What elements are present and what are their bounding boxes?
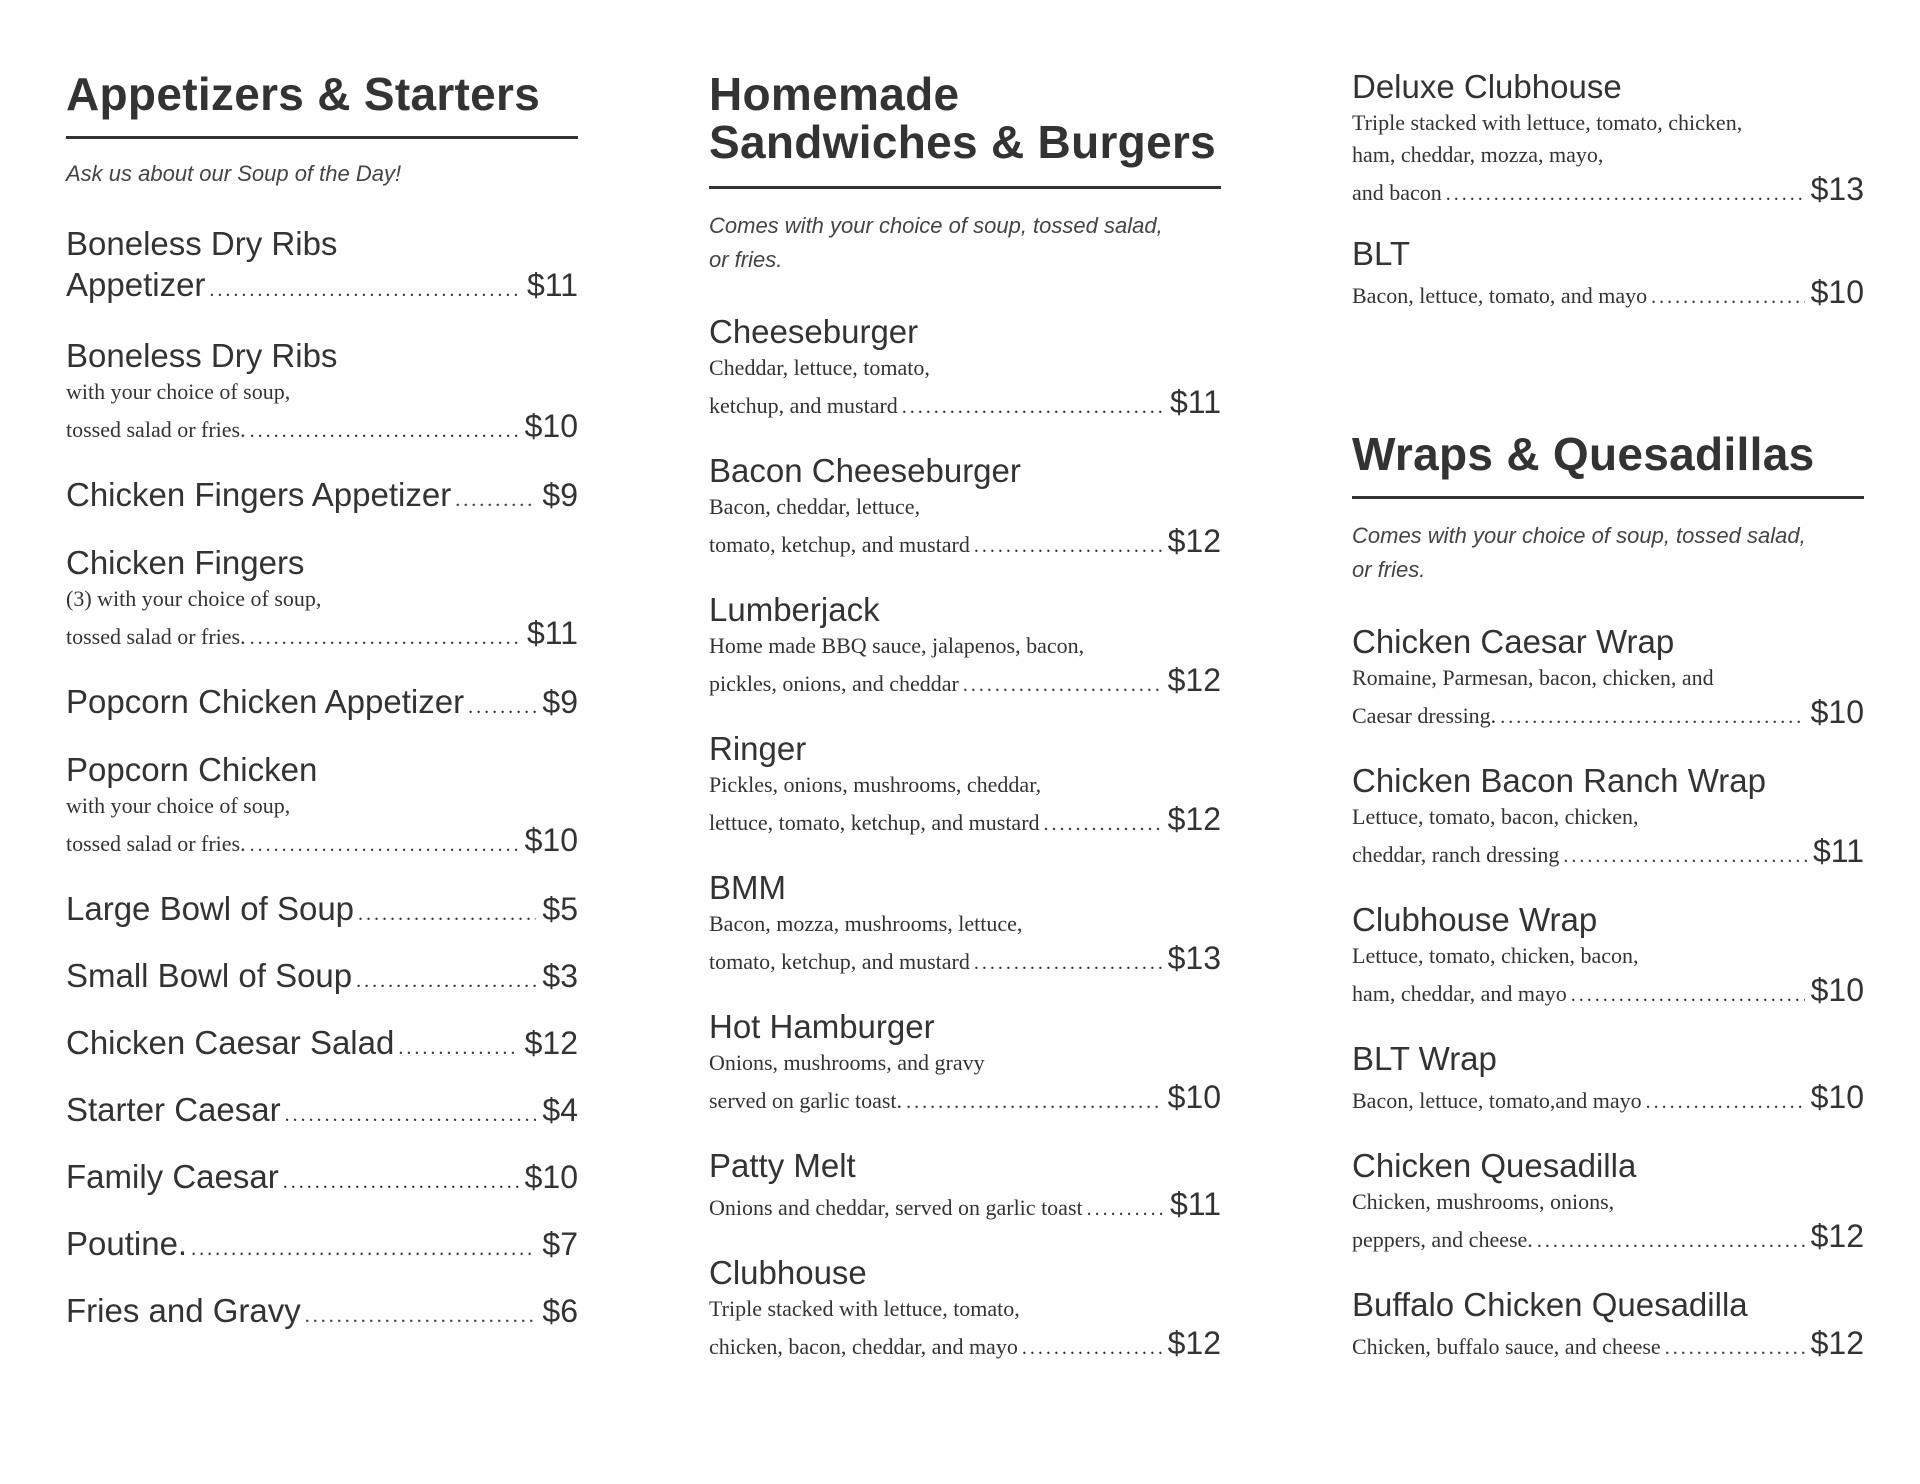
dot-leader — [285, 1104, 537, 1127]
item-desc: Triple stacked with lettuce, tomato, chicken, — [1352, 110, 1743, 135]
item-desc: tossed salad or fries. — [66, 417, 246, 442]
item-price: $9 — [542, 477, 578, 513]
item-name: Boneless Dry Ribs — [66, 337, 338, 374]
item-price: $10 — [524, 822, 578, 858]
item-name: Cheeseburger — [709, 313, 919, 350]
item-desc: Caesar dressing. — [1352, 703, 1497, 728]
item-desc: ketchup, and mustard — [709, 393, 898, 418]
wraps-note-line2: or fries. — [1352, 557, 1426, 582]
item-line — [66, 615, 578, 653]
item-desc: ham, cheddar, and mayo — [1352, 981, 1567, 1006]
sandwiches-note-line2: or fries. — [709, 247, 783, 272]
item-desc: with your choice of soup, — [66, 379, 291, 404]
menu-item — [66, 476, 578, 514]
menu-item — [1352, 233, 1864, 312]
menu-item — [66, 1158, 578, 1196]
menu-item — [66, 1292, 578, 1330]
item-desc: Pickles, onions, mushrooms, cheddar, — [709, 772, 1042, 797]
menu-item — [709, 1145, 1221, 1224]
item-desc: Bacon, lettuce, tomato,and mayo — [1352, 1088, 1642, 1113]
item-desc: tomato, ketchup, and mustard — [709, 949, 970, 974]
menu-item — [66, 542, 578, 653]
dot-leader — [1022, 1337, 1162, 1360]
dot-leader — [974, 952, 1162, 975]
dot-leader — [1651, 286, 1805, 309]
item-name: Popcorn Chicken Appetizer — [66, 683, 465, 720]
menu-item — [66, 335, 578, 446]
item-price: $11 — [1812, 833, 1864, 869]
menu-item — [66, 890, 578, 928]
item-line — [66, 1024, 578, 1062]
dot-leader — [455, 489, 536, 512]
item-price: $12 — [1167, 662, 1221, 698]
item-line — [709, 384, 1221, 422]
item-line — [66, 1158, 578, 1196]
menu-item — [1352, 66, 1864, 209]
item-name: Bacon Cheeseburger — [709, 452, 1021, 489]
item-name: Chicken Quesadilla — [1352, 1147, 1637, 1184]
menu-item — [709, 728, 1221, 839]
item-line — [1352, 972, 1864, 1010]
sandwiches-column — [709, 70, 1221, 1363]
menu-item — [709, 311, 1221, 422]
item-line — [66, 264, 578, 305]
dot-leader — [356, 970, 536, 993]
menu-item — [66, 1225, 578, 1263]
dot-leader — [305, 1305, 537, 1328]
item-line — [709, 1079, 1221, 1117]
menu-item — [709, 450, 1221, 561]
item-price: $12 — [1167, 1325, 1221, 1361]
item-line — [1352, 1218, 1864, 1256]
item-line — [709, 662, 1221, 700]
item-name: Lumberjack — [709, 591, 880, 628]
item-name: BMM — [709, 869, 786, 906]
item-line — [66, 1225, 578, 1263]
item-price: $12 — [1167, 801, 1221, 837]
item-line — [1352, 833, 1864, 871]
item-desc: Lettuce, tomato, chicken, bacon, — [1352, 943, 1639, 968]
item-desc: Lettuce, tomato, bacon, chicken, — [1352, 804, 1639, 829]
item-line — [66, 476, 578, 514]
item-price: $10 — [1810, 972, 1864, 1008]
wraps-note-line1: Comes with your choice of soup, tossed salad, — [1352, 523, 1806, 548]
item-desc: ham, cheddar, mozza, mayo, — [1352, 142, 1604, 167]
sandwiches-note — [709, 209, 1221, 277]
item-desc: tomato, ketchup, and mustard — [709, 532, 970, 557]
item-price: $10 — [524, 408, 578, 444]
item-price: $12 — [1810, 1325, 1864, 1361]
item-line — [66, 957, 578, 995]
dot-leader — [283, 1171, 519, 1194]
item-line — [66, 408, 578, 446]
item-name: Chicken Caesar Salad — [66, 1024, 395, 1061]
item-line — [709, 523, 1221, 561]
dot-leader — [902, 396, 1164, 419]
item-name: Chicken Fingers — [66, 544, 305, 581]
menu-item — [709, 867, 1221, 978]
item-price: $13 — [1167, 940, 1221, 976]
menu-item — [1352, 760, 1864, 871]
item-line — [66, 1292, 578, 1330]
menu-item — [709, 589, 1221, 700]
dot-leader — [1571, 984, 1805, 1007]
item-name: Fries and Gravy — [66, 1292, 301, 1329]
item-desc: Chicken, buffalo sauce, and cheese — [1352, 1334, 1661, 1359]
item-desc: Romaine, Parmesan, bacon, chicken, and — [1352, 665, 1714, 690]
dot-leader — [250, 627, 521, 650]
dot-leader — [1537, 1230, 1805, 1253]
menu-item — [709, 1006, 1221, 1117]
item-line — [66, 1091, 578, 1129]
item-name: Ringer — [709, 730, 807, 767]
wraps-column — [1352, 66, 1864, 1363]
item-name: Chicken Fingers Appetizer — [66, 476, 452, 513]
dot-leader — [1500, 706, 1804, 729]
menu-item — [66, 1091, 578, 1129]
item-line — [66, 890, 578, 928]
item-desc: Chicken, mushrooms, onions, — [1352, 1189, 1615, 1214]
menu-item — [66, 957, 578, 995]
item-desc: Triple stacked with lettuce, tomato, — [709, 1296, 1020, 1321]
menu-item — [1352, 621, 1864, 732]
item-price: $12 — [1810, 1218, 1864, 1254]
item-price: $7 — [542, 1226, 578, 1262]
item-name: Boneless Dry Ribs — [66, 225, 338, 262]
item-desc: and bacon — [1352, 180, 1442, 205]
item-price: $11 — [1169, 384, 1221, 420]
item-line — [1352, 1079, 1864, 1117]
item-name: Hot Hamburger — [709, 1008, 935, 1045]
item-desc: cheddar, ranch dressing — [1352, 842, 1560, 867]
item-name: Family Caesar — [66, 1158, 279, 1195]
dot-leader — [358, 903, 536, 926]
item-line — [709, 1325, 1221, 1363]
item-desc: peppers, and cheese. — [1352, 1227, 1533, 1252]
item-line — [1352, 274, 1864, 312]
dot-leader — [1087, 1198, 1164, 1221]
item-name-cont: Appetizer — [66, 266, 206, 303]
dot-leader — [1646, 1091, 1805, 1114]
item-name: Poutine. — [66, 1225, 188, 1262]
item-price: $10 — [1810, 274, 1864, 310]
item-price: $11 — [1169, 1186, 1221, 1222]
menu-item — [66, 1024, 578, 1062]
dot-leader — [250, 834, 519, 857]
dot-leader — [974, 535, 1162, 558]
menu-item — [1352, 1038, 1864, 1117]
sandwiches-title-line1: Homemade — [709, 68, 960, 120]
sandwiches-divider — [709, 186, 1221, 189]
menu-item — [66, 683, 578, 721]
item-name: BLT — [1352, 235, 1411, 272]
item-desc: lettuce, tomato, ketchup, and mustard — [709, 810, 1040, 835]
item-price: $9 — [542, 684, 578, 720]
dot-leader — [398, 1037, 518, 1060]
menu-item — [1352, 899, 1864, 1010]
item-desc: Bacon, cheddar, lettuce, — [709, 494, 921, 519]
item-line — [1352, 171, 1864, 209]
item-name: Buffalo Chicken Quesadilla — [1352, 1286, 1748, 1323]
dot-leader — [963, 674, 1162, 697]
dot-leader — [250, 420, 519, 443]
item-name: Chicken Caesar Wrap — [1352, 623, 1675, 660]
item-price: $6 — [542, 1293, 578, 1329]
item-name: Clubhouse Wrap — [1352, 901, 1598, 938]
dot-leader — [191, 1238, 536, 1261]
menu-item — [66, 749, 578, 860]
item-price: $13 — [1810, 171, 1864, 207]
wraps-note — [1352, 519, 1864, 587]
item-price: $12 — [1167, 523, 1221, 559]
item-price: $5 — [542, 891, 578, 927]
item-price: $10 — [1810, 694, 1864, 730]
menu-item — [66, 223, 578, 305]
appetizers-note: Ask us about our Soup of the Day! — [66, 161, 402, 186]
dot-leader — [1665, 1337, 1805, 1360]
item-desc: Cheddar, lettuce, tomato, — [709, 355, 930, 380]
item-desc: with your choice of soup, — [66, 793, 291, 818]
item-name: Starter Caesar — [66, 1091, 281, 1128]
item-price: $11 — [526, 267, 578, 303]
item-line — [709, 1186, 1221, 1224]
item-line — [709, 940, 1221, 978]
item-price: $3 — [542, 958, 578, 994]
item-line — [1352, 1325, 1864, 1363]
item-desc: (3) with your choice of soup, — [66, 586, 322, 611]
appetizers-divider — [66, 136, 578, 139]
item-name: Deluxe Clubhouse — [1352, 68, 1622, 105]
item-desc: tossed salad or fries. — [66, 624, 246, 649]
item-desc: tossed salad or fries. — [66, 831, 246, 856]
item-desc: Onions, mushrooms, and gravy — [709, 1050, 985, 1075]
item-price: $11 — [526, 615, 578, 651]
dot-leader — [1446, 183, 1805, 206]
item-line — [66, 683, 578, 721]
item-price: $10 — [524, 1159, 578, 1195]
wraps-divider — [1352, 496, 1864, 499]
appetizers-title: Appetizers & Starters — [66, 68, 541, 120]
dot-leader — [1563, 845, 1807, 868]
sandwiches-title — [709, 70, 1221, 166]
item-name: Patty Melt — [709, 1147, 856, 1184]
menu-item — [1352, 1284, 1864, 1363]
item-line — [66, 822, 578, 860]
item-price: $4 — [542, 1092, 578, 1128]
menu-item — [1352, 1145, 1864, 1256]
dot-leader — [1044, 813, 1162, 836]
item-desc: Bacon, mozza, mushrooms, lettuce, — [709, 911, 1023, 936]
item-name: Chicken Bacon Ranch Wrap — [1352, 762, 1766, 799]
item-price: $10 — [1167, 1079, 1221, 1115]
item-name: Popcorn Chicken — [66, 751, 318, 788]
dot-leader — [209, 279, 521, 302]
item-desc: served on garlic toast. — [709, 1088, 903, 1113]
item-desc: Onions and cheddar, served on garlic toast — [709, 1195, 1083, 1220]
item-price: $12 — [524, 1025, 578, 1061]
item-name: Small Bowl of Soup — [66, 957, 353, 994]
appetizers-column — [66, 70, 578, 1330]
dot-leader — [468, 696, 536, 719]
item-name: Large Bowl of Soup — [66, 890, 355, 927]
wraps-title: Wraps & Quesadillas — [1352, 428, 1815, 480]
item-line — [709, 801, 1221, 839]
item-name: BLT Wrap — [1352, 1040, 1497, 1077]
item-desc: Home made BBQ sauce, jalapenos, bacon, — [709, 633, 1085, 658]
menu-item — [709, 1252, 1221, 1363]
item-name: Clubhouse — [709, 1254, 867, 1291]
sandwiches-title-line2: Sandwiches & Burgers — [709, 116, 1217, 168]
dot-leader — [906, 1091, 1162, 1114]
item-desc: chicken, bacon, cheddar, and mayo — [709, 1334, 1018, 1359]
item-price: $10 — [1810, 1079, 1864, 1115]
item-desc: Bacon, lettuce, tomato, and mayo — [1352, 283, 1648, 308]
item-line — [1352, 694, 1864, 732]
item-desc: pickles, onions, and cheddar — [709, 671, 959, 696]
sandwiches-note-line1: Comes with your choice of soup, tossed salad, — [709, 213, 1163, 238]
